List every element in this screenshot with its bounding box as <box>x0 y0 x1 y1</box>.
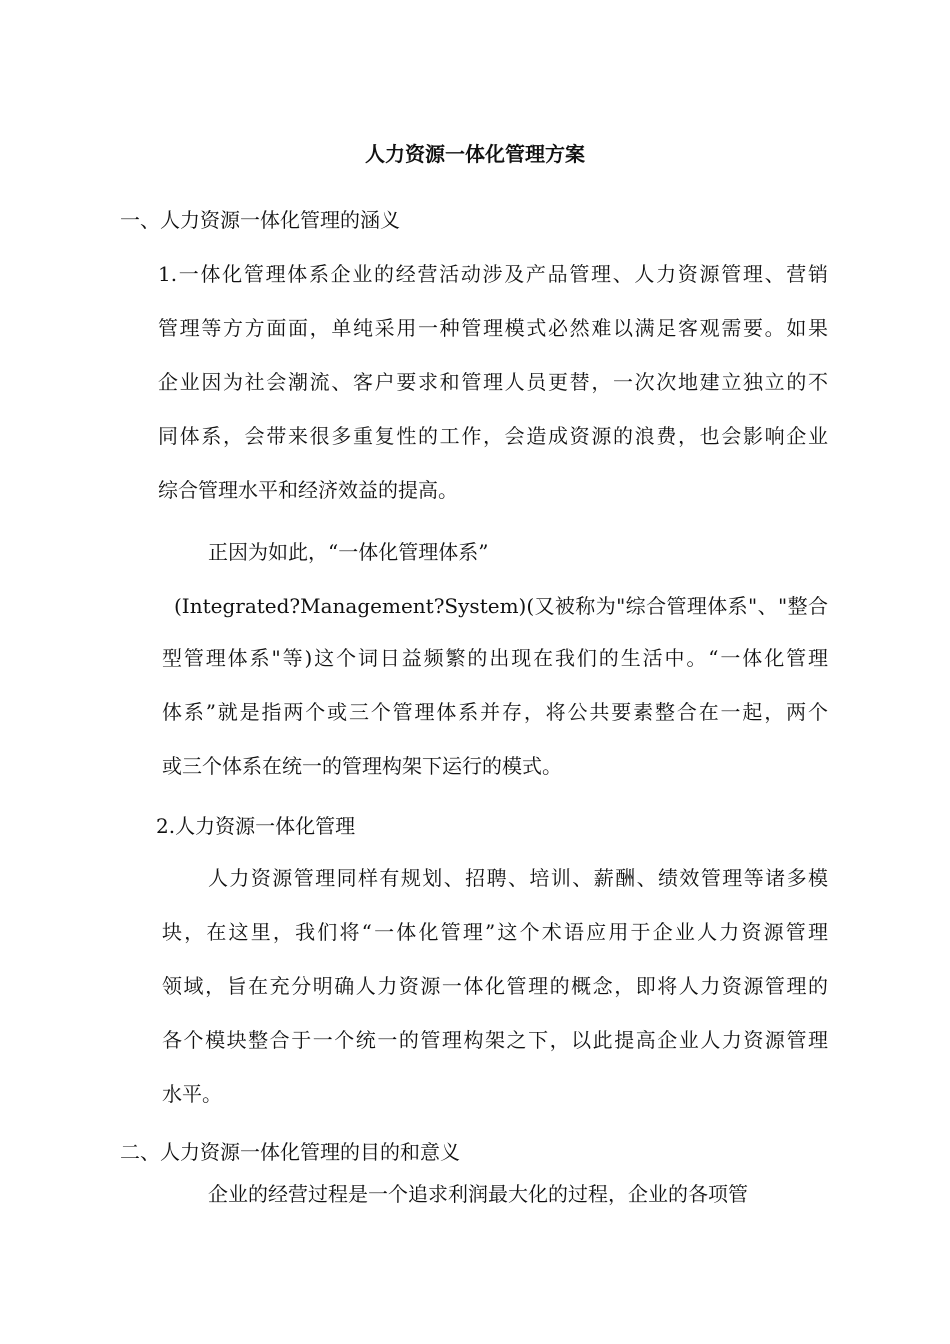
para-2-line-1: 正因为如此，“一体化管理体系” <box>208 540 489 564</box>
section-1-heading: 一、人力资源一体化管理的涵义 <box>120 208 400 232</box>
item-2-line-2: 块，在这里，我们将“一体化管理”这个术语应用于企业人力资源管理 <box>162 920 828 944</box>
item-1-line-1: 1.一体化管理体系企业的经营活动涉及产品管理、人力资源管理、营销 <box>158 262 828 286</box>
item-1-line-3: 企业因为社会潮流、客户要求和管理人员更替，一次次地建立独立的不 <box>158 370 828 394</box>
para-2-line-4: 体系”就是指两个或三个管理体系并存，将公共要素整合在一起，两个 <box>162 700 828 724</box>
item-2-line-3: 领域，旨在充分明确人力资源一体化管理的概念，即将人力资源管理的 <box>162 974 828 998</box>
item-1-line-4: 同体系，会带来很多重复性的工作，会造成资源的浪费，也会影响企业 <box>158 424 828 448</box>
item-2-line-1: 人力资源管理同样有规划、招聘、培训、薪酬、绩效管理等诸多模 <box>208 866 828 890</box>
item-1-line-2: 管理等方方面面，单纯采用一种管理模式必然难以满足客观需要。如果 <box>158 316 828 340</box>
item-2-line-4: 各个模块整合于一个统一的管理构架之下，以此提高企业人力资源管理 <box>162 1028 828 1052</box>
item-2-line-5: 水平。 <box>162 1082 222 1106</box>
para-2-line-5: 或三个体系在统一的管理构架下运行的模式。 <box>162 754 562 778</box>
item-2-heading: 2.人力资源一体化管理 <box>156 814 356 838</box>
para-2-line-3: 型管理体系"等)这个词日益频繁的出现在我们的生活中。“一体化管理 <box>162 646 828 670</box>
para-2-line-2: (Integrated?Management?System)(又被称为"综合管理体系"、"整合 <box>174 594 828 618</box>
section-2-heading: 二、人力资源一体化管理的目的和意义 <box>120 1140 460 1164</box>
item-1-line-5: 综合管理水平和经济效益的提高。 <box>158 478 458 502</box>
section-2-para-line-1: 企业的经营过程是一个追求利润最大化的过程，企业的各项管 <box>208 1182 748 1206</box>
document-title: 人力资源一体化管理方案 <box>365 142 585 166</box>
